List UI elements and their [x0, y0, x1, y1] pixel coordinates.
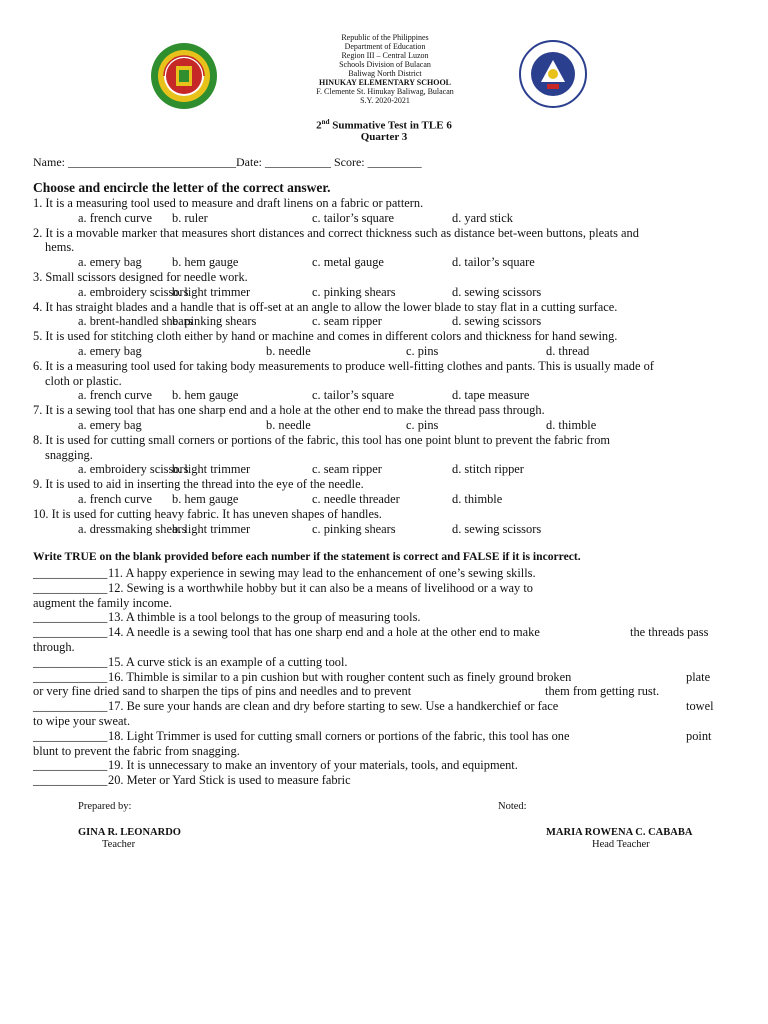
statement-text: 16. Thimble is similar to a pin cushion but with rougher content such as finely ground broken — [108, 669, 572, 684]
noter-name: MARIA ROWENA C. CABABA — [546, 827, 693, 838]
answer-blank[interactable]: ____________ — [33, 728, 108, 743]
preparer-role: Teacher — [102, 839, 136, 850]
answer-option[interactable]: a. french curve — [78, 492, 152, 506]
answer-option[interactable]: d. tape measure — [452, 388, 530, 403]
answer-blank[interactable]: ____________ — [33, 669, 108, 684]
answer-option[interactable]: b. needle — [266, 418, 311, 432]
statement-continuation: or very fine dried sand to sharpen the tips of pins and needles and to prevent — [33, 684, 412, 699]
statement-text: 19. It is unnecessary to make an inventory of your materials, tools, and equipment. — [108, 758, 518, 773]
part1-instruction: Choose and encircle the letter of the correct answer. — [33, 180, 331, 195]
question-text: 9. It is used to aid in inserting the thread into the eye of the needle. — [33, 477, 364, 492]
answer-option[interactable]: b. hem gauge — [172, 388, 239, 403]
answer-option[interactable]: d. tailor’s square — [452, 255, 535, 270]
answer-blank[interactable]: ____________ — [33, 580, 108, 595]
letterhead — [260, 33, 510, 105]
header-line: Schools Division of Bulacan — [339, 60, 431, 69]
answer-option[interactable]: b. light trimmer — [172, 521, 251, 536]
school-seal-logo — [150, 42, 218, 115]
answer-option[interactable]: d. sewing scissors — [452, 314, 542, 329]
preparer-name: GINA R. LEONARDO — [78, 827, 181, 838]
answer-option[interactable]: a. embroidery scissors — [78, 284, 189, 299]
answer-blank[interactable]: ____________ — [33, 758, 108, 773]
answer-blank[interactable]: ____________ — [33, 566, 108, 580]
statement-text: 20. Meter or Yard Stick is used to measure fabric — [108, 773, 351, 788]
answer-option[interactable]: c. seam ripper — [312, 314, 382, 329]
answer-option[interactable]: b. needle — [266, 344, 311, 358]
title-sup: nd — [321, 118, 330, 126]
statement-continuation: blunt to prevent the fabric from snagging. — [33, 743, 240, 758]
statement-text: 12. Sewing is a worthwhile hobby but it can also be a means of livelihood or a way to — [108, 580, 533, 595]
answer-blank[interactable]: ____________ — [33, 625, 108, 640]
answer-option[interactable]: a. emery bag — [78, 344, 142, 358]
answer-blank[interactable]: ____________ — [33, 699, 108, 714]
question-text: 5. It is used for stitching cloth either by hand or machine and comes in different colors and thickness for hand sewing. — [33, 329, 618, 344]
answer-option[interactable]: b. light trimmer — [172, 284, 251, 299]
test-title — [0, 118, 768, 132]
answer-option[interactable]: c. seam ripper — [312, 462, 382, 477]
question-text: 4. It has straight blades and a handle that is off-set at an angle to allow the lower blade to stay flat in a cutting surface. — [33, 299, 618, 314]
statement-text: 17. Be sure your hands are clean and dry before starting to sew. Use a handkerchief or face — [108, 699, 559, 714]
header-line: Department of Education — [344, 42, 426, 51]
question-text: 1. It is a measuring tool used to measure and draft linens on a fabric or pattern. — [33, 196, 424, 210]
answer-option[interactable]: a. french curve — [78, 388, 152, 403]
answer-option[interactable]: d. thimble — [452, 492, 503, 506]
answer-option[interactable]: c. pins — [406, 344, 439, 358]
statement-continuation-tail: them from getting rust. — [545, 684, 660, 699]
question-text: cloth or plastic. — [45, 373, 122, 388]
answer-blank[interactable]: ____________ — [33, 610, 108, 625]
answer-option[interactable]: d. thread — [546, 344, 590, 358]
statement-text: 11. A happy experience in sewing may lead to the enhancement of one’s sewing skills. — [108, 566, 536, 580]
statement-text: 14. A needle is a sewing tool that has one sharp end and a hole at the other end to make — [108, 625, 540, 640]
question-text: 8. It is used for cutting small corners or portions of the fabric, this tool has one point blunt to prevent the fabric from — [33, 432, 611, 447]
name-date-score-line: Name: ____________________________Date: ___________ Score: _________ — [33, 155, 422, 169]
statement-text-tail: plate — [686, 669, 711, 684]
question-text: 6. It is a measuring tool used for taking body measurements to produce well-fitting clothes and pants. This is usually made of — [33, 358, 654, 373]
statement-text-tail: the threads pass — [630, 625, 709, 640]
school-year: S.Y. 2020-2021 — [360, 96, 410, 105]
answer-option[interactable]: c. metal gauge — [312, 255, 384, 270]
answer-option[interactable]: d. stitch ripper — [452, 462, 524, 477]
answer-option[interactable]: b. ruler — [172, 210, 208, 225]
statement-continuation: to wipe your sweat. — [33, 714, 131, 728]
answer-option[interactable]: a. french curve — [78, 210, 152, 225]
answer-option[interactable]: b. pinking shears — [172, 314, 257, 329]
statement-text: 15. A curve stick is an example of a cutting tool. — [108, 654, 348, 669]
quarter-label: Quarter 3 — [360, 131, 408, 143]
answer-option[interactable]: a. emery bag — [78, 255, 142, 270]
answer-option[interactable]: c. tailor’s square — [312, 388, 395, 403]
answer-option[interactable]: d. sewing scissors — [452, 284, 542, 299]
answer-option[interactable]: d. sewing scissors — [452, 521, 542, 536]
answer-option[interactable]: b. hem gauge — [172, 255, 239, 270]
answer-option[interactable]: a. dressmaking shears — [78, 521, 187, 536]
answer-option[interactable]: a. embroidery scissors — [78, 462, 189, 477]
header-line: Baliwag North District — [348, 69, 422, 78]
question-text: 2. It is a movable marker that measures short distances and correct thickness such as distance bet-ween buttons, pleats and — [33, 225, 639, 240]
question-text: 7. It is a sewing tool that has one sharp end and a hole at the other end to make the thread pass through. — [33, 403, 545, 418]
answer-option[interactable]: c. pins — [406, 418, 439, 432]
answer-blank[interactable]: ____________ — [33, 773, 108, 788]
answer-option[interactable]: c. pinking shears — [312, 284, 396, 299]
header-line: Republic of the Philippines — [341, 33, 429, 42]
answer-option[interactable]: d. yard stick — [452, 210, 513, 225]
school-address: F. Clemente St. Hinukay Baliwag, Bulacan — [316, 87, 454, 96]
header-line: Region III – Central Luzon — [341, 51, 429, 60]
question-text: snagging. — [45, 447, 93, 462]
answer-option[interactable]: c. needle threader — [312, 492, 400, 506]
statement-text-tail: towel — [686, 699, 714, 714]
answer-option[interactable]: a. brent-handled shears — [78, 314, 193, 329]
deped-seal-logo — [519, 40, 587, 113]
statement-text: 13. A thimble is a tool belongs to the group of measuring tools. — [108, 610, 421, 625]
part2-instruction: Write TRUE on the blank provided before each number if the statement is correct and FALSE if it is incorrect. — [33, 550, 581, 563]
noter-role: Head Teacher — [592, 839, 650, 850]
prepared-by-label: Prepared by: — [78, 801, 132, 812]
noted-label: Noted: — [498, 801, 527, 812]
statement-continuation: augment the family income. — [33, 595, 173, 610]
answer-option[interactable]: a. emery bag — [78, 418, 142, 432]
title-rest: Summative Test in TLE 6 — [329, 119, 452, 132]
statement-continuation: through. — [33, 640, 75, 654]
statement-text-tail: point — [686, 728, 712, 743]
title-ordinal: 2 — [316, 119, 322, 132]
answer-option[interactable]: c. pinking shears — [312, 521, 396, 536]
answer-option[interactable]: c. tailor’s square — [312, 210, 395, 225]
question-text: hems. — [45, 240, 75, 255]
answer-option[interactable]: b. light trimmer — [172, 462, 251, 477]
school-name: HINUKAY ELEMENTARY SCHOOL — [318, 78, 452, 87]
answer-blank[interactable]: ____________ — [33, 654, 108, 669]
question-text: 10. It is used for cutting heavy fabric. It has uneven shapes of handles. — [33, 506, 382, 521]
answer-option[interactable]: d. thimble — [546, 418, 597, 432]
statement-text: 18. Light Trimmer is used for cutting small corners or portions of the fabric, this tool has one — [108, 728, 570, 743]
question-text: 3. Small scissors designed for needle work. — [33, 270, 248, 284]
answer-option[interactable]: b. hem gauge — [172, 492, 239, 506]
